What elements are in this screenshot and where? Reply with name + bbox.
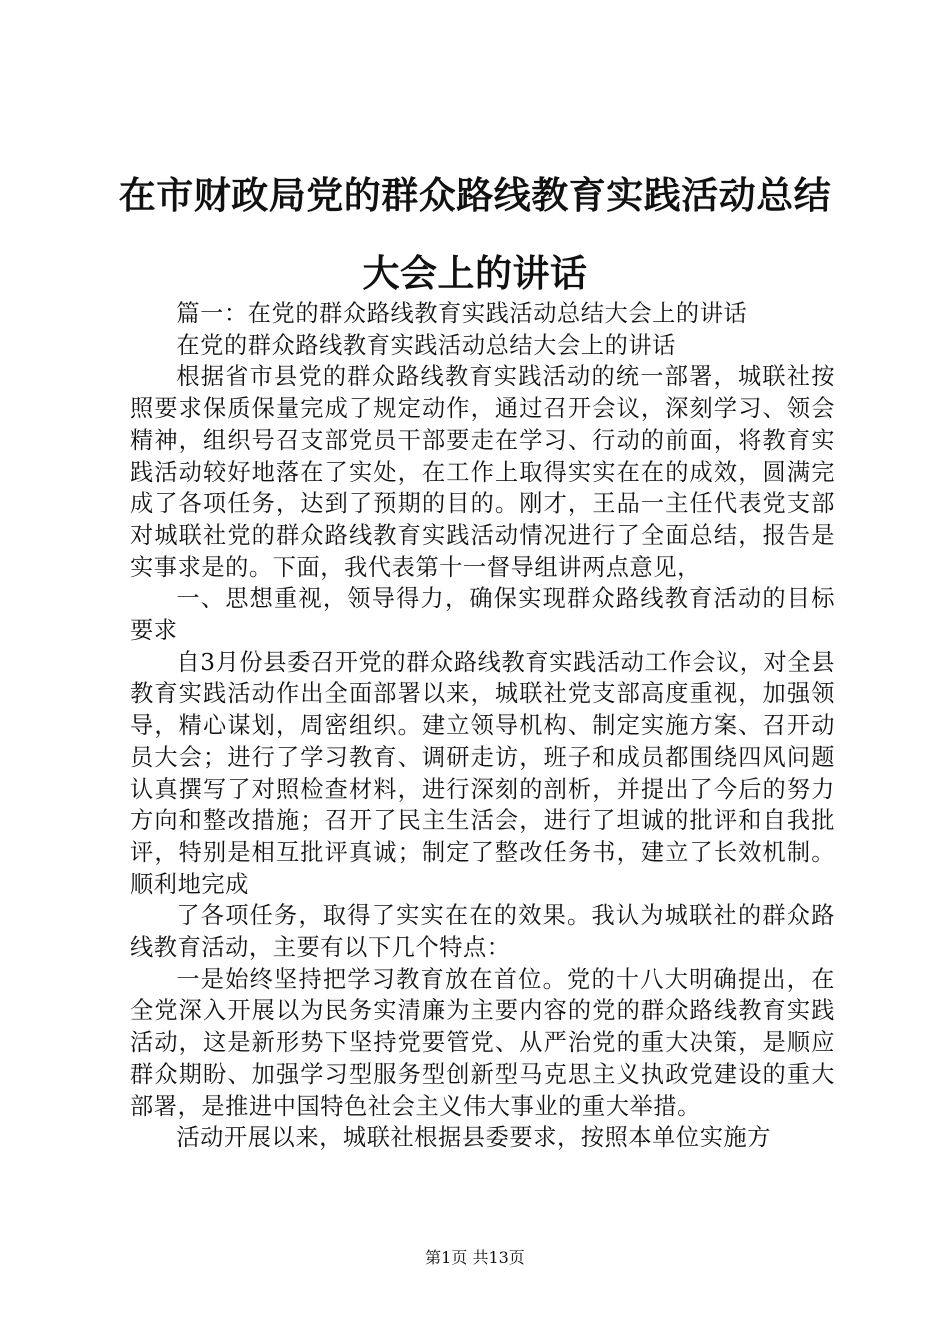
paragraph: 一是始终坚持把学习教育放在首位。党的十八大明确提出，在全党深入开展以为民务实清廉为主要内容的党的群众路线教育实践活动，这是新形势下坚持党要管党、从严治党的重大决策，是顺应群众期盼、加强学习型服务型创新型马克思主义执政党建设的重大部署，是推进中国特色社会主义伟大事业的重大举措。 — [130, 965, 835, 1120]
paragraph: 了各项任务，取得了实实在在的效果。我认为城联社的群众路线教育活动，主要有以下几个特点： — [130, 902, 835, 962]
paragraph: 自3月份县委召开党的群众路线教育实践活动工作会议，对全县教育实践活动作出全面部署以来，城联社党支部高度重视，加强领导，精心谋划，周密组织。建立领导机构、制定实施方案、召开动员大会；进行了学习教育、调研走访，班子和成员都围绕四风问题认真撰写了对照检查材料，进行深刻的剖析，并提出了今后的努力方向和整改措施；召开了民主生活会，进行了坦诚的批评和自我批评，特别是相互批评真诚；制定了整改任务书，建立了长效机制。顺利地完成 — [130, 648, 835, 898]
paragraph: 根据省市县党的群众路线教育实践活动的统一部署，城联社按照要求保质保量完成了规定动作，通过召开会议，深刻学习、领会精神，组织号召支部党员干部要走在学习、行动的前面，将教育实践活动较好地落在了实处，在工作上取得实实在在的成效，圆满完成了各项任务，达到了预期的目的。刚才，王品一主任代表党支部对城联社党的群众路线教育实践活动情况进行了全面总结，报告是实事求是的。下面，我代表第十一督导组讲两点意见， — [130, 363, 835, 581]
paragraph: 在党的群众路线教育实践活动总结大会上的讲话 — [176, 331, 676, 359]
document-title: 在市财政局党的群众路线教育实践活动总结大会上的讲话 — [118, 173, 832, 295]
page-footer: 第1页 共13页 — [425, 1248, 525, 1267]
document-body — [130, 298, 835, 1154]
paragraph: 篇一：在党的群众路线教育实践活动总结大会上的讲话 — [176, 300, 748, 327]
paragraph: 一、思想重视，领导得力，确保实现群众路线教育活动的目标要求 — [130, 585, 835, 645]
paragraph: 活动开展以来，城联社根据县委要求，按照本单位实施方 — [176, 1124, 772, 1152]
